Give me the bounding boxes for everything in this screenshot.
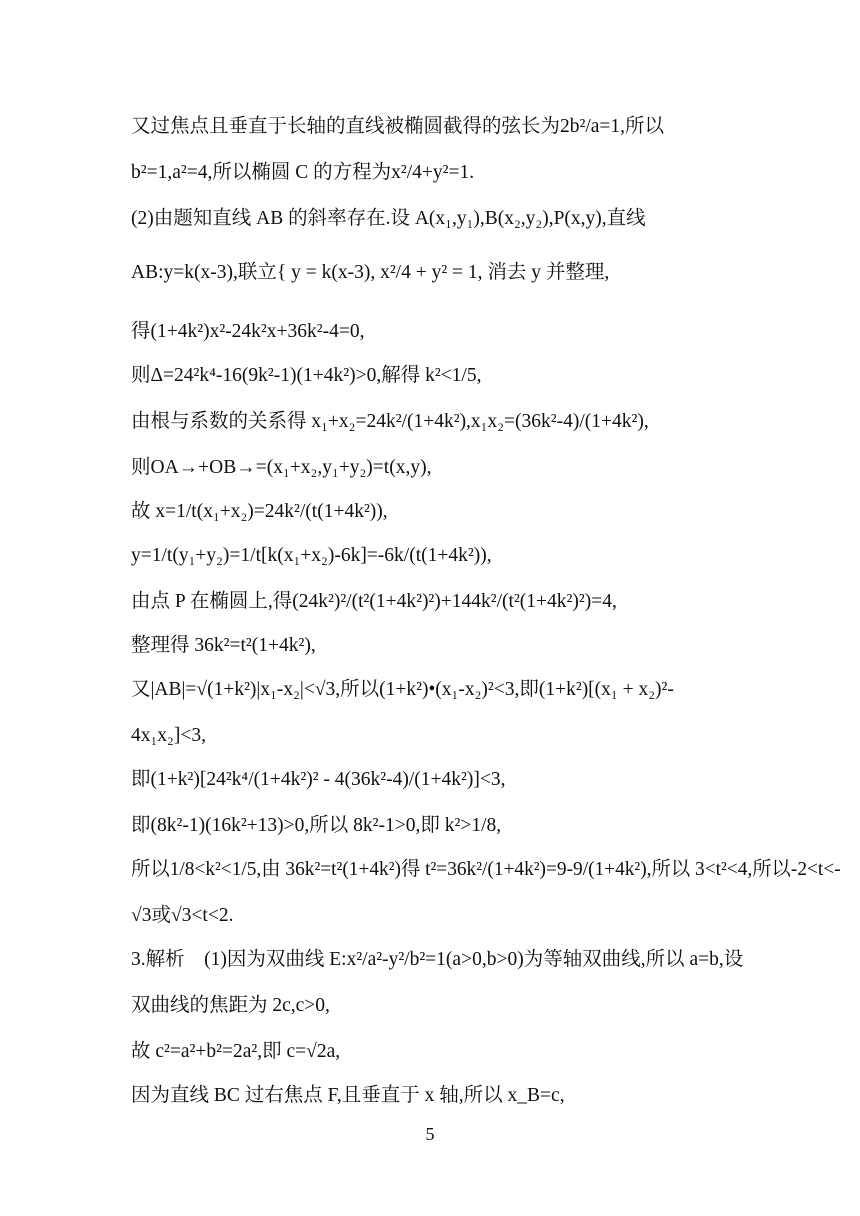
text-line: AB:y=k(x-3),联立{ y = k(x-3), x²/4 + y² = 1, 消去 y 并整理, <box>131 262 610 283</box>
text-line: 所以1/8<k²<1/5,由 36k²=t²(1+4k²)得 t²=36k²/(1+4k²)=9-9/(1+4k²),所以 3<t²<4,所以-2<t<- <box>131 859 841 880</box>
text-line: 因为直线 BC 过右焦点 F,且垂直于 x 轴,所以 x_B=c, <box>131 1085 565 1106</box>
text-line: b²=1,a²=4,所以椭圆 C 的方程为x²/4+y²=1. <box>131 162 475 183</box>
text-line: 3.解析 (1)因为双曲线 E:x²/a²-y²/b²=1(a>0,b>0)为等轴双曲线,所以 a=b,设 <box>131 949 744 970</box>
text-line: √3或√3<t<2. <box>131 905 234 926</box>
text-line: 又过焦点且垂直于长轴的直线被椭圆截得的弦长为2b²/a=1,所以 <box>131 116 665 137</box>
text-line: 则Δ=24²k⁴-16(9k²-1)(1+4k²)>0,解得 k²<1/5, <box>131 365 482 386</box>
text-line: 则OA→+OB→=(x₁+x₂,y₁+y₂)=t(x,y), <box>131 457 432 478</box>
text-line: 故 x=1/t(x₁+x₂)=24k²/(t(1+4k²)), <box>131 501 388 522</box>
text-line: 得(1+4k²)x²-24k²x+36k²-4=0, <box>131 321 365 342</box>
text-line: 即(1+k²)[24²k⁴/(1+4k²)² - 4(36k²-4)/(1+4k²)]<3, <box>131 769 506 790</box>
page-number: 5 <box>425 1124 435 1144</box>
text-line: 由根与系数的关系得 x₁+x₂=24k²/(1+4k²),x₁x₂=(36k²-4)/(1+4k²), <box>131 411 649 432</box>
text-line: 即(8k²-1)(16k²+13)>0,所以 8k²-1>0,即 k²>1/8, <box>131 815 502 836</box>
text-line: 双曲线的焦距为 2c,c>0, <box>131 995 330 1016</box>
text-line: 故 c²=a²+b²=2a²,即 c=√2a, <box>131 1041 341 1062</box>
text-line: (2)由题知直线 AB 的斜率存在.设 A(x₁,y₁),B(x₂,y₂),P(x,y),直线 <box>131 208 646 229</box>
text-line: y=1/t(y₁+y₂)=1/t[k(x₁+x₂)-6k]=-6k/(t(1+4k²)), <box>131 545 492 566</box>
text-line: 整理得 36k²=t²(1+4k²), <box>131 635 316 656</box>
text-line: 由点 P 在椭圆上,得(24k²)²/(t²(1+4k²)²)+144k²/(t²(1+4k²)²)=4, <box>131 591 617 612</box>
text-line: 4x₁x₂]<3, <box>131 725 206 746</box>
text-line: 又|AB|=√(1+k²)|x₁-x₂|<√3,所以(1+k²)•(x₁-x₂)²<3,即(1+k²)[(x₁ + x₂)²- <box>131 679 674 700</box>
